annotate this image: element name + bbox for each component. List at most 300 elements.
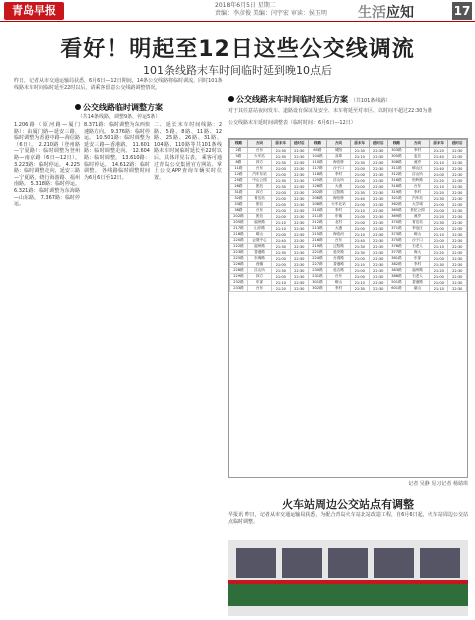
table-cell: 22:30: [290, 172, 308, 178]
table-cell: 22:30: [448, 274, 467, 280]
table-cell: 22:30: [369, 178, 387, 184]
table-cell: 22:30: [448, 250, 467, 256]
table-cell: 21:20: [430, 268, 448, 274]
page-header: [0, 0, 475, 22]
table-cell: 台东: [405, 184, 429, 190]
table-cell: 石老人: [405, 274, 429, 280]
table-cell: 21:10: [351, 208, 369, 214]
table-cell: 浮山所: [405, 172, 429, 178]
table-cell: 22:30: [448, 268, 467, 274]
table-cell: 231路: [308, 274, 326, 280]
table-header-cell: 延时后: [448, 140, 467, 148]
table-cell: 大港: [326, 184, 350, 190]
table-header-cell: 方向: [247, 140, 271, 148]
table-cell: 大学城: [405, 202, 429, 208]
table-cell: 375路: [387, 238, 405, 244]
header-meta: [215, 2, 327, 18]
table-cell: 22:30: [290, 160, 308, 166]
table-cell: 21:30: [272, 154, 290, 160]
table-cell: 11路: [230, 166, 248, 172]
table-cell: 22:30: [448, 256, 467, 262]
table-cell: 李村: [405, 190, 429, 196]
table-cell: 22:30: [290, 286, 308, 292]
table-cell: 318路: [387, 184, 405, 190]
table-cell: 22:30: [448, 196, 467, 202]
bullet-icon: [228, 96, 234, 102]
table-cell: 303路: [387, 148, 405, 154]
table-cell: 21:30: [272, 184, 290, 190]
table-cell: 21:00: [351, 220, 369, 226]
table-cell: 308路: [387, 160, 405, 166]
table-cell: 22:30: [369, 274, 387, 280]
table-cell: 22:30: [448, 262, 467, 268]
table-cell: 21:00: [351, 256, 369, 262]
table-cell: 104路: [308, 154, 326, 160]
table-cell: 21:30: [430, 220, 448, 226]
table-cell: 台东: [247, 208, 271, 214]
page-number: 17: [453, 4, 471, 18]
section2-note: （共101条线路）: [350, 98, 391, 104]
table-cell: 205路: [230, 220, 248, 226]
table-cell: 22:30: [369, 202, 387, 208]
table-cell: 沙子口: [326, 166, 350, 172]
bus-body: [228, 584, 468, 606]
table-cell: 延安路: [326, 250, 350, 256]
table-cell: 601路: [387, 286, 405, 292]
table-cell: 22:30: [290, 178, 308, 184]
table-cell: 台东: [326, 274, 350, 280]
section-label: 生活: [358, 5, 386, 21]
table-cell: 海泊桥: [326, 160, 350, 166]
table-cell: 青岛站: [405, 220, 429, 226]
table-cell: 230路: [308, 268, 326, 274]
table-cell: 21:00: [351, 166, 369, 172]
table-cell: 229路: [230, 274, 248, 280]
table-cell: 22:30: [369, 220, 387, 226]
table-cell: 21:40: [272, 238, 290, 244]
table-cell: 火车北站: [326, 202, 350, 208]
table-cell: 团岛: [247, 214, 271, 220]
table-cell: 21:00: [430, 172, 448, 178]
table-cell: 225路: [230, 256, 248, 262]
table-body: [230, 148, 467, 292]
table-cell: 世纪公园: [405, 208, 429, 214]
table-cell: 386路: [387, 274, 405, 280]
table-cell: 21:30: [430, 262, 448, 268]
table-cell: 202路: [308, 190, 326, 196]
table-header-cell: 延时后: [290, 140, 308, 148]
table-cell: 218路: [230, 232, 248, 238]
table-cell: 21:10: [430, 244, 448, 250]
section2-header: [228, 94, 468, 126]
table-cell: 319路: [387, 190, 405, 196]
table-cell: 211路: [308, 214, 326, 220]
table-cell: 21:00: [272, 202, 290, 208]
table-caption: 公交线路末车延时间调整表（临时时间：6月6日—12日）: [228, 120, 356, 126]
table-cell: 21:10: [351, 262, 369, 268]
table-cell: 8路: [230, 160, 248, 166]
table-cell: 21:40: [351, 238, 369, 244]
table-cell: 李村: [326, 172, 350, 178]
table-cell: 21:10: [430, 184, 448, 190]
table-cell: 青岛站: [247, 196, 271, 202]
table-header-cell: 线路: [387, 140, 405, 148]
table-cell: 22:30: [448, 238, 467, 244]
table-cell: 21:30: [430, 196, 448, 202]
table-cell: 22:30: [448, 214, 467, 220]
bus-window: [420, 548, 460, 578]
table-cell: 21:00: [430, 202, 448, 208]
table-header-cell: 原末车: [272, 140, 290, 148]
table-cell: 22:30: [290, 202, 308, 208]
table-cell: 5路: [230, 154, 248, 160]
table-cell: 212路: [308, 220, 326, 226]
table-cell: 22:30: [448, 244, 467, 250]
table-cell: 22:30: [448, 190, 467, 196]
table-cell: 22:30: [290, 238, 308, 244]
table-cell: 316路: [387, 178, 405, 184]
table-cell: 21:30: [351, 148, 369, 154]
table-cell: 21:00: [272, 232, 290, 238]
table-cell: 四方: [247, 190, 271, 196]
table-cell: 22:30: [290, 226, 308, 232]
table-header-cell: 原末车: [351, 140, 369, 148]
table-cell: 22:30: [448, 154, 467, 160]
table-cell: 海泊河: [326, 232, 350, 238]
table-cell: 东镇: [326, 214, 350, 220]
table-cell: 21:40: [430, 166, 448, 172]
table-cell: 21:00: [430, 208, 448, 214]
table-cell: 21:30: [351, 190, 369, 196]
table-cell: 21:00: [430, 226, 448, 232]
table-row: [230, 286, 467, 292]
table-cell: 370路: [387, 220, 405, 226]
table-cell: 21:10: [351, 232, 369, 238]
table-cell: 376路: [387, 244, 405, 250]
table-cell: 22:30: [448, 286, 467, 292]
table-header-cell: 方向: [326, 140, 350, 148]
table-cell: 流亭: [405, 214, 429, 220]
table-cell: 233路: [230, 286, 248, 292]
table-cell: 21:00: [272, 190, 290, 196]
section1-title-text: 公交线路临时调整方案: [83, 103, 163, 112]
table-cell: 22:30: [369, 148, 387, 154]
table-cell: 崂山: [247, 232, 271, 238]
table-cell: 21:20: [430, 178, 448, 184]
table-cell: 22:30: [448, 166, 467, 172]
table-cell: 312路: [387, 172, 405, 178]
table-cell: 山东路: [247, 226, 271, 232]
table-cell: 208路: [308, 202, 326, 208]
table-cell: 32路: [230, 196, 248, 202]
table-cell: 香港路: [326, 262, 350, 268]
table-cell: 22:30: [448, 208, 467, 214]
table-cell: 21:10: [430, 286, 448, 292]
table-cell: 305路: [387, 154, 405, 160]
table-cell: 21:20: [430, 148, 448, 154]
table-cell: 217路: [230, 226, 248, 232]
table-cell: 22:30: [369, 166, 387, 172]
table-cell: 台东: [326, 238, 350, 244]
table-cell: 206路: [308, 196, 326, 202]
table-cell: 21:30: [351, 286, 369, 292]
table-cell: 中山公园: [247, 178, 271, 184]
table-cell: 22:30: [448, 172, 467, 178]
table-cell: 22:30: [369, 250, 387, 256]
newspaper-logo: 青岛早报: [4, 2, 64, 20]
table-cell: 383路: [387, 268, 405, 274]
table-cell: 12路: [230, 172, 248, 178]
table-cell: 21:00: [351, 178, 369, 184]
table-cell: 22:30: [290, 154, 308, 160]
table-header-cell: 线路: [230, 140, 248, 148]
table-cell: 22:30: [290, 184, 308, 190]
table-cell: 21:00: [351, 226, 369, 232]
table-cell: 202路: [230, 214, 248, 220]
table-cell: 22:30: [290, 280, 308, 286]
bus-window: [374, 548, 414, 578]
table-cell: 22:30: [290, 274, 308, 280]
table-cell: 东部: [247, 280, 271, 286]
table-cell: 226路: [230, 262, 248, 268]
table-cell: 33路: [230, 202, 248, 208]
table-cell: 31路: [230, 190, 248, 196]
table-cell: 22:30: [369, 286, 387, 292]
table-cell: 沙子口: [405, 238, 429, 244]
table-cell: 22:30: [290, 190, 308, 196]
table-cell: 22:30: [448, 232, 467, 238]
table-cell: 22:30: [369, 232, 387, 238]
table-cell: 21:00: [351, 184, 369, 190]
table-cell: 22:30: [369, 238, 387, 244]
table-cell: 浮山所: [247, 268, 271, 274]
table-cell: 22:30: [290, 220, 308, 226]
table-cell: 汽车东站: [247, 172, 271, 178]
table-cell: 21:30: [272, 250, 290, 256]
table-cell: 228路: [230, 268, 248, 274]
table-cell: 21:30: [272, 268, 290, 274]
article-column-2: 8.371路：临时调整为东西快速路方向。 9.376路：临时停运。 10.501路：临时调整为延安三路—香港路。 11.601路：临时调整走向。 12.604路：临时调整。 13.610路：临时停运。 14.612路：临时调整。 各线路临时调整时间为6月6日至12日。: [84, 122, 150, 181]
table-header-cell: 原末车: [430, 140, 448, 148]
table-cell: 22:30: [369, 256, 387, 262]
table-cell: 21:30: [351, 160, 369, 166]
table-cell: 223路: [230, 250, 248, 256]
table-cell: 21:30: [351, 250, 369, 256]
table-cell: 香港路: [405, 280, 429, 286]
table-cell: 火车站: [247, 154, 271, 160]
table-cell: 22:30: [290, 256, 308, 262]
header-editors: 责编：李彦俊 美编：闫宇宏 审读：侯玉明: [215, 10, 327, 17]
table-cell: 21:30: [351, 244, 369, 250]
table-cell: 21:00: [272, 166, 290, 172]
table-cell: 福州路: [247, 244, 271, 250]
table-cell: 台东: [247, 286, 271, 292]
article-column-3: 二、延长末车时间线路：2路、5路、8路、11路、12路、25路、26路、31路、104路、110路等共101条线路末车时间临时延长至22时以后，具体详见右表。 乘客可通过青岛公交集团官方网站、掌上公交APP查询车辆实时位置。: [154, 122, 222, 181]
table-cell: 北村: [326, 220, 350, 226]
table-cell: 21:00: [351, 214, 369, 220]
table-cell: 365路: [387, 208, 405, 214]
section-label-bold: 应知: [386, 5, 414, 21]
table-cell: 22:30: [290, 262, 308, 268]
table-cell: 21:00: [272, 196, 290, 202]
table-cell: 22:30: [448, 280, 467, 286]
table-cell: 松岭路: [405, 178, 429, 184]
bus-window: [282, 548, 322, 578]
table-cell: 团岛: [247, 202, 271, 208]
table-cell: 21:10: [272, 220, 290, 226]
table-cell: 21:00: [430, 238, 448, 244]
table-cell: 21:00: [272, 262, 290, 268]
table-cell: 22:30: [369, 280, 387, 286]
table-cell: 22:30: [290, 268, 308, 274]
table-cell: 双埠: [326, 154, 350, 160]
table-cell: 311路: [387, 166, 405, 172]
section2-desc: 对于其任意站夜间发车、道路设有保证及安全、末车将延至对市区、以时间不超过22:30为准: [228, 108, 433, 114]
table-cell: 21:10: [430, 232, 448, 238]
table-cell: 22:30: [369, 244, 387, 250]
table-cell: 22:30: [290, 244, 308, 250]
table-cell: 21:00: [351, 268, 369, 274]
table-cell: 21:00: [272, 172, 290, 178]
table-cell: 2路: [230, 148, 248, 154]
table-cell: 21:00: [351, 274, 369, 280]
table-cell: 321路: [387, 196, 405, 202]
table-cell: 21:20: [430, 190, 448, 196]
section3-lede: 早报讯 昨日，记者从市交通运输局获悉，为配合青岛火车站北站改造工程，自6月6日起，火车站周边公交站点临时调整。: [228, 512, 468, 525]
table-footer: 记者 吴静 见习记者 杨婧琪: [408, 481, 468, 487]
table-cell: 城阳: [326, 148, 350, 154]
table-cell: 22:30: [290, 196, 308, 202]
table-cell: 302路: [308, 286, 326, 292]
table-cell: 21:00: [272, 214, 290, 220]
table-cell: 224路: [308, 256, 326, 262]
table-cell: 215路: [308, 232, 326, 238]
table-cell: 22:30: [448, 160, 467, 166]
bus-photo: [228, 540, 468, 616]
table-cell: 西镇: [247, 262, 271, 268]
table-header-cell: 方向: [405, 140, 429, 148]
headline: 看好！明起至12日这些公交线调流: [60, 37, 415, 62]
table-cell: 海信桥: [326, 196, 350, 202]
table-cell: 石老人: [405, 244, 429, 250]
table-cell: 福州路: [405, 268, 429, 274]
table-cell: 362路: [387, 202, 405, 208]
table-cell: 220路: [230, 238, 248, 244]
section1-title: [14, 102, 224, 113]
table-cell: 222路: [230, 244, 248, 250]
section1-header: [14, 102, 224, 120]
table-cell: 36路: [230, 208, 248, 214]
table-cell: 21:20: [272, 286, 290, 292]
table-cell: 216路: [308, 238, 326, 244]
table-cell: 22:30: [290, 148, 308, 154]
table-cell: 65路: [308, 148, 326, 154]
bus-window: [328, 548, 368, 578]
table-cell: 李沧区: [405, 226, 429, 232]
table-cell: 四方: [247, 160, 271, 166]
table-cell: 22:30: [290, 232, 308, 238]
table-cell: 117路: [308, 166, 326, 172]
table-cell: 四方: [247, 274, 271, 280]
table-cell: 22:30: [448, 178, 467, 184]
table-cell: 22:30: [290, 208, 308, 214]
table-cell: 21:10: [351, 154, 369, 160]
table-cell: 21:30: [272, 148, 290, 154]
table-cell: 21:40: [351, 196, 369, 202]
subheadline: 101条线路末车时间临时延到晚10点后: [143, 64, 332, 77]
table-cell: 21:10: [351, 280, 369, 286]
table-cell: 381路: [387, 256, 405, 262]
table-cell: 21:00: [351, 202, 369, 208]
table-cell: 李村: [326, 286, 350, 292]
table-cell: 湛山: [405, 286, 429, 292]
table-cell: 22:30: [369, 190, 387, 196]
table-cell: 22:30: [290, 166, 308, 172]
table-cell: 371路: [387, 226, 405, 232]
table-cell: 21:00: [430, 280, 448, 286]
bullet-icon: [75, 104, 81, 110]
table-cell: 21:00: [272, 256, 290, 262]
table-header-cell: 线路: [308, 140, 326, 148]
table-cell: 团岛: [247, 184, 271, 190]
table-cell: 会展中心: [247, 238, 271, 244]
table-cell: 21:10: [272, 226, 290, 232]
table-cell: 377路: [387, 250, 405, 256]
table-cell: 22:30: [448, 184, 467, 190]
table-cell: 21:10: [272, 280, 290, 286]
table-cell: 369路: [387, 214, 405, 220]
table-cell: 22:30: [369, 268, 387, 274]
table-cell: 21:00: [272, 208, 290, 214]
table-cell: 21:30: [272, 244, 290, 250]
table-cell: 382路: [387, 262, 405, 268]
schedule-table: [228, 138, 468, 478]
header-date: 2018年6月5日 星期二: [215, 2, 276, 9]
table-cell: 辽阳路: [326, 244, 350, 250]
table-cell: 22:30: [369, 184, 387, 190]
table-cell: 22:30: [369, 226, 387, 232]
table-cell: 延吉路: [326, 268, 350, 274]
section3-title: 火车站周边公交站点有调整: [282, 498, 414, 511]
section2-title-text: 公交线路末车时间临时延后方案: [236, 95, 348, 104]
section2-title: [228, 94, 468, 105]
table-cell: 大港: [326, 226, 350, 232]
table-cell: 22:30: [448, 202, 467, 208]
table-cell: 21:00: [351, 172, 369, 178]
table-cell: 汽车站: [405, 196, 429, 202]
table-cell: 台湾路: [326, 256, 350, 262]
table-cell: 台东: [247, 148, 271, 154]
table-cell: 26路: [230, 184, 248, 190]
bus-window: [236, 548, 276, 578]
table-cell: 22:30: [290, 214, 308, 220]
table-header-cell: 延时后: [369, 140, 387, 148]
table-cell: 崂山: [405, 232, 429, 238]
table-cell: 373路: [387, 232, 405, 238]
table-cell: 213路: [308, 226, 326, 232]
section-name: [358, 2, 414, 22]
table-cell: 21:10: [430, 160, 448, 166]
table-header-row: [230, 140, 467, 148]
table-cell: 李村: [326, 208, 350, 214]
table-cell: 21:00: [430, 274, 448, 280]
table-cell: 501路: [387, 280, 405, 286]
table-cell: 李村: [405, 262, 429, 268]
table-cell: 210路: [308, 208, 326, 214]
lede-paragraph: 昨日，记者从市交通运输局获悉，6月6日—12日期间，14条公交线路将临时调流，同时101条线路末车时间临时延至22时以后，请乘客留意公交线路调整情况。: [14, 78, 223, 91]
table-cell: 22:30: [448, 220, 467, 226]
table-cell: 21:30: [272, 178, 290, 184]
